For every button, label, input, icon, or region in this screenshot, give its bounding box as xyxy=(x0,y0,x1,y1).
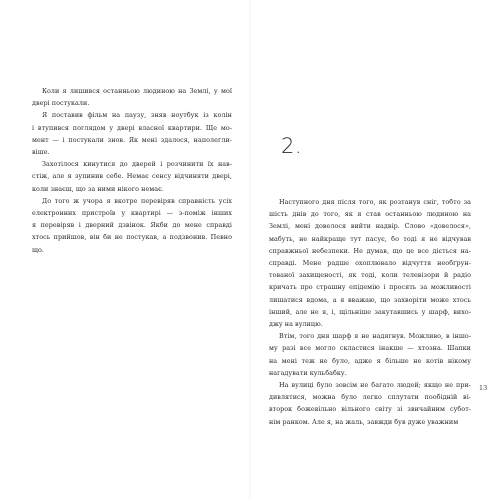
text-line: Наступного дня після того, як розтанув сніг, тобто за xyxy=(279,198,471,206)
text-line: Я поставив фільм на паузу, зняв ноутбук із колін xyxy=(42,111,232,120)
right-page xyxy=(251,0,500,500)
paragraph xyxy=(32,158,232,195)
text-line: Землі, мені довелося вийти надвір. Слово «довелося», xyxy=(269,222,471,231)
text-line: джу на вулицю. xyxy=(269,320,323,329)
text-line: нім ранком. Але я, на жаль, завжди був дуже уважним xyxy=(269,417,459,426)
text-line: хтось прийшов, він би не постукав, а подзвонив. Певно xyxy=(32,233,232,242)
text-line: інший, але не я, і, щільніше закутавшись у шарф, вихо- xyxy=(269,307,471,316)
text-line: На вулиці було зовсім не багато людей; якщо не при- xyxy=(279,381,471,390)
text-line: мент — і постукали знов. Як мені здалося, наполегли- xyxy=(32,135,232,144)
text-line: му разі все могло скластися інакше — хтозна. Шапки xyxy=(269,344,471,353)
text-line: Втім, того дня шарф я не надягнув. Можливо, в іншо- xyxy=(279,332,471,341)
left-page xyxy=(0,0,249,500)
text-line: До того ж учора я вкотре перевіряв справність усіх xyxy=(42,196,232,205)
text-line: второк божевільно вільного світу зі звичайним субот- xyxy=(269,405,471,414)
text-line: я перевіряв і дверний дзвінок. Якби до мене справді xyxy=(32,221,232,230)
text-line: коли знаєш, що за ними нікого немає. xyxy=(32,184,164,193)
text-line: двері постукали. xyxy=(32,99,90,108)
right-page-text xyxy=(269,196,471,428)
text-line: шість днів до того, як я став останньою людиною на xyxy=(269,210,471,219)
text-line: віше. xyxy=(32,148,50,157)
paragraph xyxy=(32,109,232,158)
text-line: справжньої небезпеки. Не думав, що це все діється на- xyxy=(269,246,471,255)
left-page-text xyxy=(32,85,232,256)
page-number: 13 xyxy=(479,384,488,392)
text-line: справді. Мене радше охоплювало відчуття необґрун- xyxy=(269,259,471,268)
paragraph xyxy=(269,330,471,379)
chapter-number: 2. xyxy=(281,134,303,158)
text-line: стіж, але я зупинив себе. Немає сенсу відчиняти двері, xyxy=(32,172,232,181)
paragraph xyxy=(32,85,232,109)
text-line: дивлятися, можна було легко сплутати пообідній ві- xyxy=(269,393,471,402)
paragraph xyxy=(32,195,232,256)
text-line: мабуть, не найкраще тут пасує, бо тоді я не відчував xyxy=(269,234,471,243)
text-line: Захотілося кинутися до дверей і розчинити їх нав- xyxy=(42,160,232,169)
text-line: на мені теж не було, адже я більше не котів нікому xyxy=(269,356,471,365)
paragraph xyxy=(269,379,471,428)
text-line: що. xyxy=(32,245,44,254)
text-line: тованої захищеності, як тоді, коли телевізори й радіо xyxy=(269,271,471,280)
text-line: і втупився поглядом у двері власної квартири. Ще мо- xyxy=(32,123,232,132)
text-line: нагадувати кульбабку. xyxy=(269,368,347,377)
text-line: кричать про страшну епідемію і просять за можливості xyxy=(269,283,471,292)
text-line: лишатися вдома, а я вважаю, що захворіти може хтось xyxy=(269,295,471,304)
text-line: Коли я лишився останньою людиною на Землі, у мої xyxy=(42,87,232,95)
text-line: електронних пристроїв у квартирі — з-поміж інших xyxy=(32,209,232,218)
paragraph xyxy=(269,196,471,330)
